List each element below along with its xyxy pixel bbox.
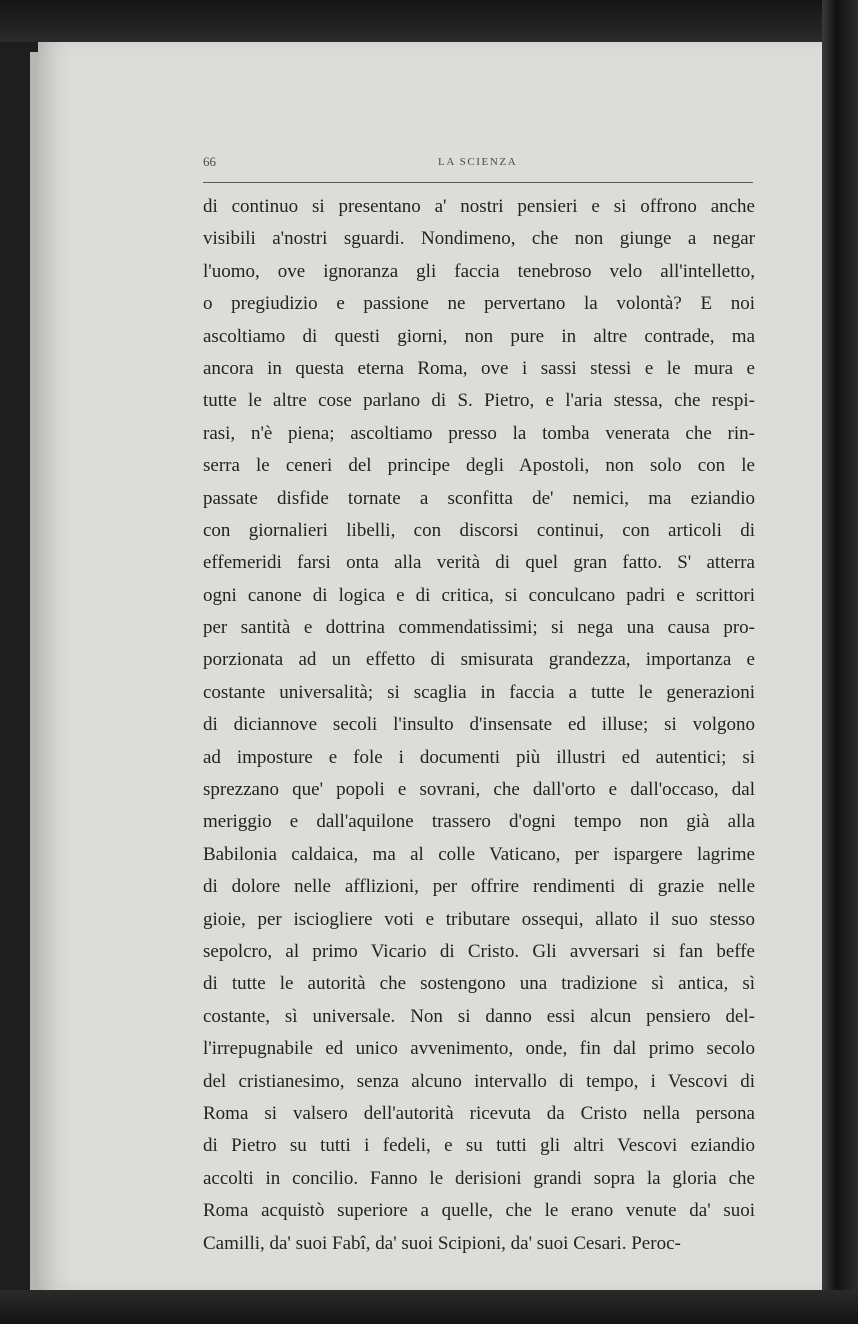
- text-line: ascoltiamo di questi giorni, non pure in altre contrade, ma: [203, 325, 755, 347]
- text-line: serra le ceneri del principe degli Apostoli, non solo con le: [203, 455, 755, 477]
- text-line: di Pietro su tutti i fedeli, e su tutti gli altri Vescovi eziandio: [203, 1135, 755, 1157]
- text-line: del cristianesimo, senza alcuno intervallo di tempo, i Vescovi di: [203, 1070, 755, 1092]
- scan-border-bottom: [0, 1290, 858, 1324]
- text-line: ogni canone di logica e di critica, si conculcano padri e scrittori: [203, 584, 755, 606]
- text-line: costante, sì universale. Non si danno essi alcun pensiero del-: [203, 1005, 755, 1027]
- text-line: Roma si valsero dell'autorità ricevuta da Cristo nella persona: [203, 1102, 755, 1124]
- text-line: sepolcro, al primo Vicario di Cristo. Gli avversari si fan beffe: [203, 940, 755, 962]
- text-line: effemeridi farsi onta alla verità di quel gran fatto. S' atterra: [203, 552, 755, 574]
- page-number: 66: [203, 154, 216, 169]
- text-line: passate disfide tornate a sconfitta de' nemici, ma eziandio: [203, 487, 755, 509]
- text-line: di diciannove secoli l'insulto d'insensate ed illuse; si volgono: [203, 714, 755, 736]
- text-line: gioie, per isciogliere voti e tributare ossequi, allato il suo stesso: [203, 908, 755, 930]
- text-line: ancora in questa eterna Roma, ove i sassi stessi e le mura e: [203, 357, 755, 379]
- running-header: [203, 152, 753, 176]
- text-line: visibili a'nostri sguardi. Nondimeno, che non giunge a negar: [203, 228, 755, 250]
- text-line: meriggio e dall'aquilone trassero d'ogni tempo non già alla: [203, 811, 755, 833]
- text-line: porzionata ad un effetto di smisurata grandezza, importanza e: [203, 649, 755, 671]
- scan-border-right: [822, 0, 858, 1324]
- text-line: per santità e dottrina commendatissimi; si nega una causa pro-: [203, 617, 755, 639]
- text-line: di dolore nelle afflizioni, per offrire rendimenti di grazie nelle: [203, 876, 755, 898]
- text-line: sprezzano que' popoli e sovrani, che dall'orto e dall'occaso, dal: [203, 779, 755, 801]
- text-line: l'irrepugnabile ed unico avvenimento, onde, fin dal primo secolo: [203, 1038, 755, 1060]
- text-line: rasi, n'è piena; ascoltiamo presso la tomba venerata che rin-: [203, 422, 755, 444]
- text-line: ad imposture e fole i documenti più illustri ed autentici; si: [203, 746, 755, 768]
- running-title: LA SCIENZA: [438, 156, 518, 168]
- body-text: [203, 191, 755, 1260]
- text-line: Babilonia caldaica, ma al colle Vaticano, per ispargere lagrime: [203, 843, 755, 865]
- text-line: l'uomo, ove ignoranza gli faccia tenebroso velo all'intelletto,: [203, 260, 755, 282]
- header-rule: [203, 182, 753, 183]
- text-line: di continuo si presentano a' nostri pensieri e si offrono anche: [203, 196, 755, 217]
- scan-border-top: [0, 0, 858, 42]
- text-line: con giornalieri libelli, con discorsi continui, con articoli di: [203, 519, 755, 541]
- text-line: Camilli, da' suoi Fabî, da' suoi Scipioni, da' suoi Cesari. Peroc-: [203, 1232, 681, 1254]
- text-line: di tutte le autorità che sostengono una tradizione sì antica, sì: [203, 973, 755, 995]
- text-line: o pregiudizio e passione ne pervertano la volontà? E noi: [203, 293, 755, 315]
- text-line: tutte le altre cose parlano di S. Pietro, e l'aria stessa, che respi-: [203, 390, 755, 412]
- text-line: costante universalità; si scaglia in faccia a tutte le generazioni: [203, 681, 755, 703]
- text-line: Roma acquistò superiore a quelle, che le erano venute da' suoi: [203, 1200, 755, 1222]
- text-line: accolti in concilio. Fanno le derisioni grandi sopra la gloria che: [203, 1167, 755, 1189]
